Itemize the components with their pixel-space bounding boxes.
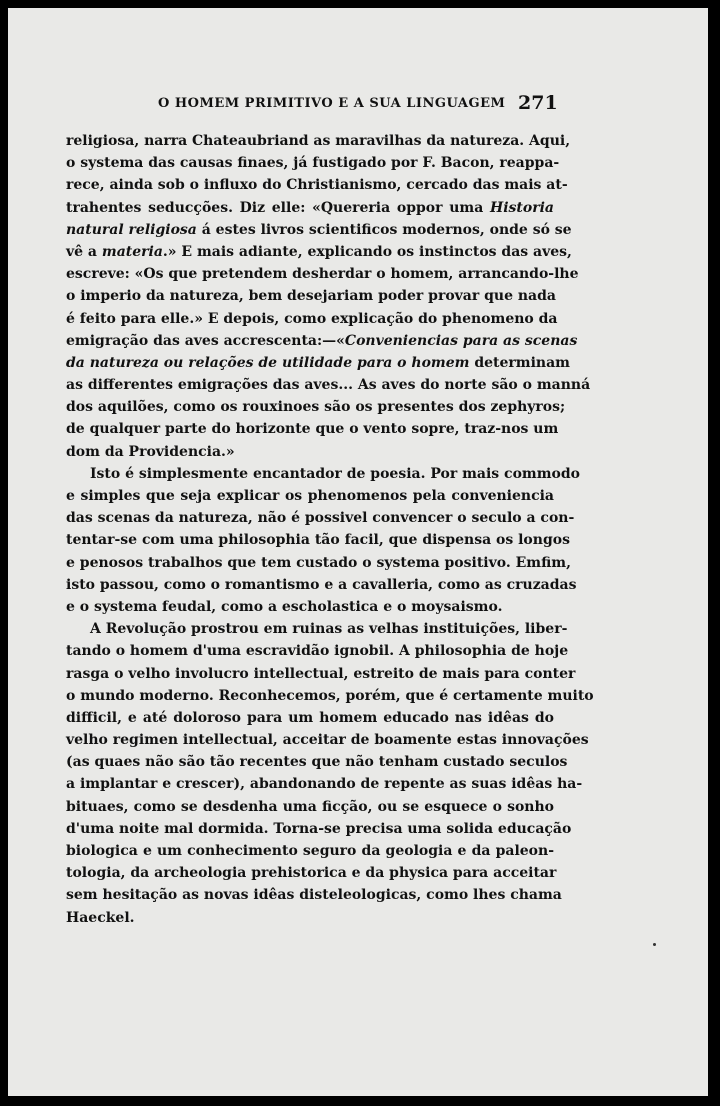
text-line: rasga o velho involucro intellectual, estreito de mais para conter <box>66 665 576 682</box>
text-line: dos aquilões, como os rouxinoes são os presentes dos zephyros; <box>66 399 566 416</box>
body-text <box>66 130 594 929</box>
text-line: e o systema feudal, como a escholastica e o moysaismo. <box>66 598 503 615</box>
text-line: biologica e um conhecimento seguro da geologia e da paleon- <box>66 843 554 859</box>
text-line: difficil, e até doloroso para um homem educado nas idêas do <box>66 709 554 726</box>
text-line: natural religiosa á estes livros scientificos modernos, onde só se <box>66 221 572 238</box>
text-line: o imperio da natureza, bem desejariam poder provar que nada <box>66 288 556 305</box>
text-line: as differentes emigrações das aves... As aves do norte são o manná <box>66 377 591 394</box>
text-line: e simples que seja explicar os phenomenos pela conveniencia <box>66 488 554 504</box>
text-line: e penosos trabalhos que tem custado o systema positivo. Emfim, <box>66 554 571 571</box>
text-line: d'uma noite mal dormida. Torna-se precisa uma solida educação <box>66 820 572 837</box>
text-line: bituaes, como se desdenha uma ficção, ou se esquece o sonho <box>66 798 554 815</box>
text-line: de qualquer parte do horizonte que o vento sopre, traz-nos um <box>66 421 559 438</box>
text-line: rece, ainda sob o influxo do Christianismo, cercado das mais at- <box>66 177 568 194</box>
text-line: tando o homem d'uma escravidão ignobil. A philosophia de hoje <box>66 643 569 660</box>
text-line: a implantar e crescer), abandonando de repente as suas idêas ha- <box>66 776 583 793</box>
text-line: escreve: «Os que pretendem desherdar o homem, arrancando-lhe <box>66 266 579 283</box>
text-line: velho regimen intellectual, acceitar de boamente estas innovações <box>66 732 589 749</box>
text-line: tologia, da archeologia prehistorica e da physica para acceitar <box>66 865 557 882</box>
text-line: Isto é simplesmente encantador de poesia. Por mais commodo <box>90 465 580 482</box>
text-line: emigração das aves accrescenta:—«Conveniencias para as scenas <box>66 332 578 349</box>
text-line: A Revolução prostrou em ruinas as velhas instituições, liber- <box>90 621 568 638</box>
page-number: 271 <box>518 92 558 114</box>
text-line: o mundo moderno. Reconhecemos, porém, que é certamente muito <box>66 687 594 704</box>
running-title: O HOMEM PRIMITIVO E A SUA LINGUAGEM <box>158 96 506 111</box>
text-line: tentar-se com uma philosophia tão facil, que dispensa os longos <box>66 532 570 549</box>
text-line: é feito para elle.» E depois, como explicação do phenomeno da <box>66 310 558 327</box>
text-line: trahentes seducções. Diz elle: «Quereria oppor uma Historia <box>66 199 554 216</box>
book-page <box>8 8 708 1096</box>
text-line: dom da Providencia.» <box>66 443 235 460</box>
text-line: vê a materia.» E mais adiante, explicando os instinctos das aves, <box>66 243 572 260</box>
text-line: (as quaes não são tão recentes que não tenham custado seculos <box>66 754 568 771</box>
text-line: isto passou, como o romantismo e a cavalleria, como as cruzadas <box>66 576 577 593</box>
text-line: o systema das causas finaes, já fustigado por F. Bacon, reappa- <box>66 155 560 172</box>
text-line: da natureza ou relações de utilidade para o homem determinam <box>66 354 570 371</box>
text-line: sem hesitação as novas idêas disteleologicas, como lhes chama <box>66 887 562 904</box>
text-line: das scenas da natureza, não é possivel convencer o seculo a con- <box>66 510 575 527</box>
text-line: Haeckel. <box>66 909 135 926</box>
text-line: religiosa, narra Chateaubriand as maravilhas da natureza. Aqui, <box>66 133 571 149</box>
paper-speck <box>653 943 656 946</box>
